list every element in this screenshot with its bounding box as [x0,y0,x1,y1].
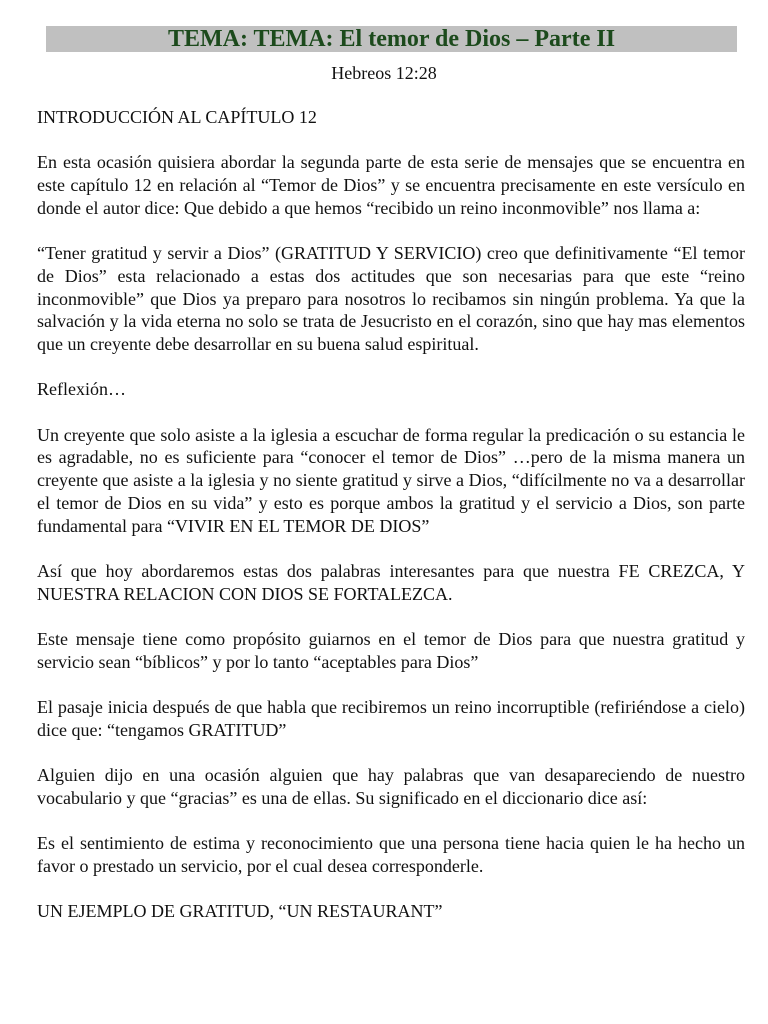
section-heading-introduction: INTRODUCCIÓN AL CAPÍTULO 12 [37,107,317,127]
body-paragraph: Así que hoy abordaremos estas dos palabras interesantes para que nuestra FE CREZCA, Y NUESTRA RELACION CON DIOS SE FORTALEZCA. [37,560,745,604]
section-heading-example: UN EJEMPLO DE GRATITUD, “UN RESTAURANT” [37,901,443,922]
section-heading-reflexion: Reflexión… [37,379,126,400]
body-paragraph: El pasaje inicia después de que habla que recibiremos un reino incorruptible (refiriéndose a cielo) dice que: “tengamos GRATITUD” [37,697,745,740]
body-paragraph: Es el sentimiento de estima y reconocimiento que una persona tiene hacia quien le ha hecho un favor o prestado un servicio, por el cual desea corresponderle. [37,833,745,877]
body-paragraph: “Tener gratitud y servir a Dios” (GRATITUD Y SERVICIO) creo que definitivamente “El temor de Dios” esta relacionado a estas dos actitudes que son necesarias para que este “reino inconmovible” que Dios ya preparo para nosotros lo recibamos sin ningún problema. Ya que la salvación y la vida eterna no solo se trata de Jesucristo en el corazón, sino que hay mas elementos que un creyente debe desarrollar en su buena salud espiritual. [37,243,745,354]
title-bar [46,26,737,52]
body-paragraph: Este mensaje tiene como propósito guiarnos en el temor de Dios para que nuestra gratitud y servicio sean “bíblicos” y por lo tanto “aceptables para Dios” [37,629,745,672]
body-paragraph: Alguien dijo en una ocasión alguien que hay palabras que van desapareciendo de nuestro vocabulario y que “gracias” es una de ellas. Su significado en el diccionario dice así: [37,765,745,808]
body-paragraph: Un creyente que solo asiste a la iglesia a escuchar de forma regular la predicación o su estancia le es agradable, no es suficiente para “conocer el temor de Dios” …pero de la misma manera un creyente que asiste a la iglesia y no siente gratitud y sirve a Dios, “difícilmente no va a desarrollar el temor de Dios en su vida” y esto es porque ambos la gratitud y el servicio a Dios, son parte fundamental para “VIVIR EN EL TEMOR DE DIOS” [37,424,745,536]
bible-reference: Hebreos 12:28 [331,63,437,83]
document-body [37,106,745,946]
document-title: TEMA: TEMA: El temor de Dios – Parte II [167,26,616,52]
body-paragraph: En esta ocasión quisiera abordar la segunda parte de esta serie de mensajes que se encuentra en este capítulo 12 en relación al “Temor de Dios” y se encuentra precisamente en este versículo en donde el autor dice: Que debido a que hemos “recibido un reino inconmovible” nos llama a: [37,152,745,218]
